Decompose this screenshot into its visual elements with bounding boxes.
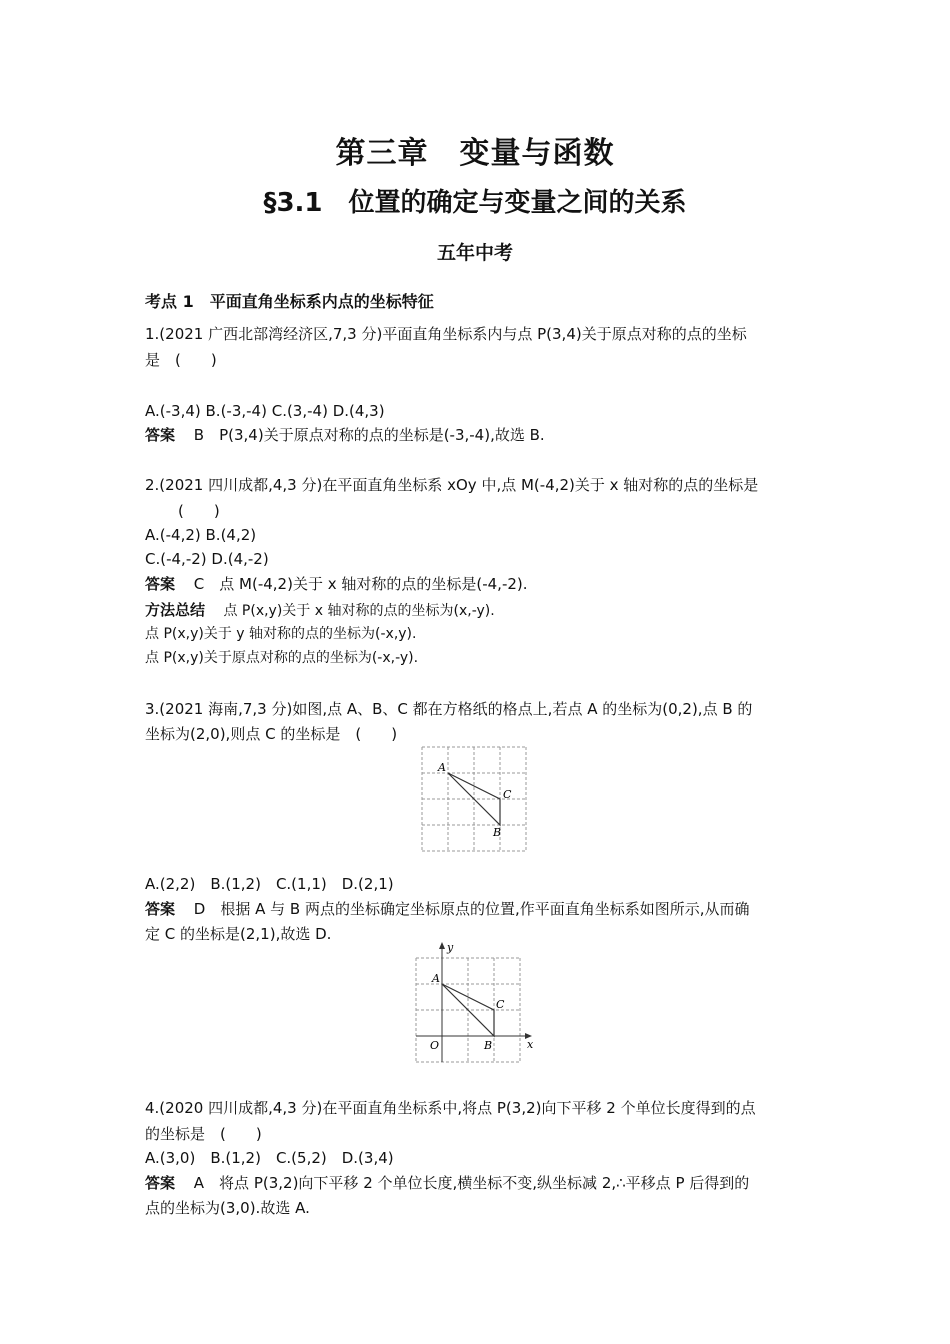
q4-answer-line1: [145, 1172, 749, 1194]
answer-text: A 将点 P(3,2)向下平移 2 个单位长度,横坐标不变,纵坐标减 2,∴平移点 P 后得到的: [193, 1174, 750, 1192]
q3-answer-line1: [145, 898, 750, 920]
section-title: §3.1 位置的确定与变量之间的关系: [263, 188, 687, 218]
q3-answer-line2: 定 C 的坐标是(2,1),故选 D.: [145, 925, 332, 943]
q2-stem-line1: 2.(2021 四川成都,4,3 分)在平面直角坐标系 xOy 中,点 M(-4,2)关于 x 轴对称的点的坐标是: [145, 476, 759, 494]
point-a-label: A: [432, 972, 440, 985]
answer-text: C 点 M(-4,2)关于 x 轴对称的点的坐标是(-4,-2).: [193, 575, 528, 593]
q4-options: A.(3,0) B.(1,2) C.(5,2) D.(3,4): [145, 1149, 394, 1167]
point-c-label: C: [496, 998, 505, 1011]
y-axis-label: y: [447, 941, 454, 954]
point-b-label: B: [493, 826, 502, 839]
q1-stem-line1: 1.(2021 广西北部湾经济区,7,3 分)平面直角坐标系内与点 P(3,4)关于原点对称的点的坐标: [145, 325, 747, 343]
answer-label: 答案: [145, 900, 176, 918]
q2-stem-line2: ( ): [178, 502, 220, 520]
q1-stem-line2: 是 ( ): [145, 351, 217, 369]
point-c-label: C: [503, 788, 512, 801]
q1-answer: [145, 424, 545, 446]
q3-figure-coordinate-system: [410, 940, 540, 1068]
q3-figure-grid: [418, 745, 530, 855]
q2-method-line3: 点 P(x,y)关于原点对称的点的坐标为(-x,-y).: [145, 650, 419, 666]
point-a-label: A: [438, 761, 446, 774]
q2-answer: [145, 573, 528, 595]
q2-options-line1: A.(-4,2) B.(4,2): [145, 526, 257, 544]
method-text: 点 P(x,y)关于 x 轴对称的点的坐标为(x,-y).: [223, 603, 495, 619]
point-b-label: B: [484, 1039, 493, 1052]
subsection-title: 五年中考: [436, 242, 513, 264]
topic-heading: 考点 1 平面直角坐标系内点的坐标特征: [145, 292, 434, 311]
origin-label: O: [430, 1039, 440, 1052]
q3-stem-line2: 坐标为(2,0),则点 C 的坐标是 ( ): [145, 725, 398, 743]
q2-method-line1: [145, 599, 495, 622]
q4-stem-line1: 4.(2020 四川成都,4,3 分)在平面直角坐标系中,将点 P(3,2)向下平移 2 个单位长度得到的点: [145, 1099, 756, 1117]
method-label: 方法总结: [145, 601, 206, 619]
answer-label: 答案: [145, 1174, 176, 1192]
x-axis-label: x: [527, 1038, 534, 1051]
answer-text: B P(3,4)关于原点对称的点的坐标是(-3,-4),故选 B.: [193, 426, 545, 444]
q3-stem-line1: 3.(2021 海南,7,3 分)如图,点 A、B、C 都在方格纸的格点上,若点 A 的坐标为(0,2),点 B 的: [145, 700, 753, 718]
q4-answer-line2: 点的坐标为(3,0).故选 A.: [145, 1199, 310, 1217]
q1-options: A.(-3,4) B.(-3,-4) C.(3,-4) D.(4,3): [145, 402, 385, 420]
y-axis-arrow: [439, 942, 445, 949]
q2-options-line2: C.(-4,-2) D.(4,-2): [145, 550, 269, 568]
answer-label: 答案: [145, 426, 176, 444]
q2-method-line2: 点 P(x,y)关于 y 轴对称的点的坐标为(-x,y).: [145, 626, 417, 642]
answer-text: D 根据 A 与 B 两点的坐标确定坐标原点的位置,作平面直角坐标系如图所示,从而确: [193, 900, 750, 918]
answer-label: 答案: [145, 575, 176, 593]
chapter-title: 第三章 变量与函数: [335, 136, 615, 171]
q3-options: A.(2,2) B.(1,2) C.(1,1) D.(2,1): [145, 875, 394, 893]
q4-stem-line2: 的坐标是 ( ): [145, 1125, 262, 1143]
